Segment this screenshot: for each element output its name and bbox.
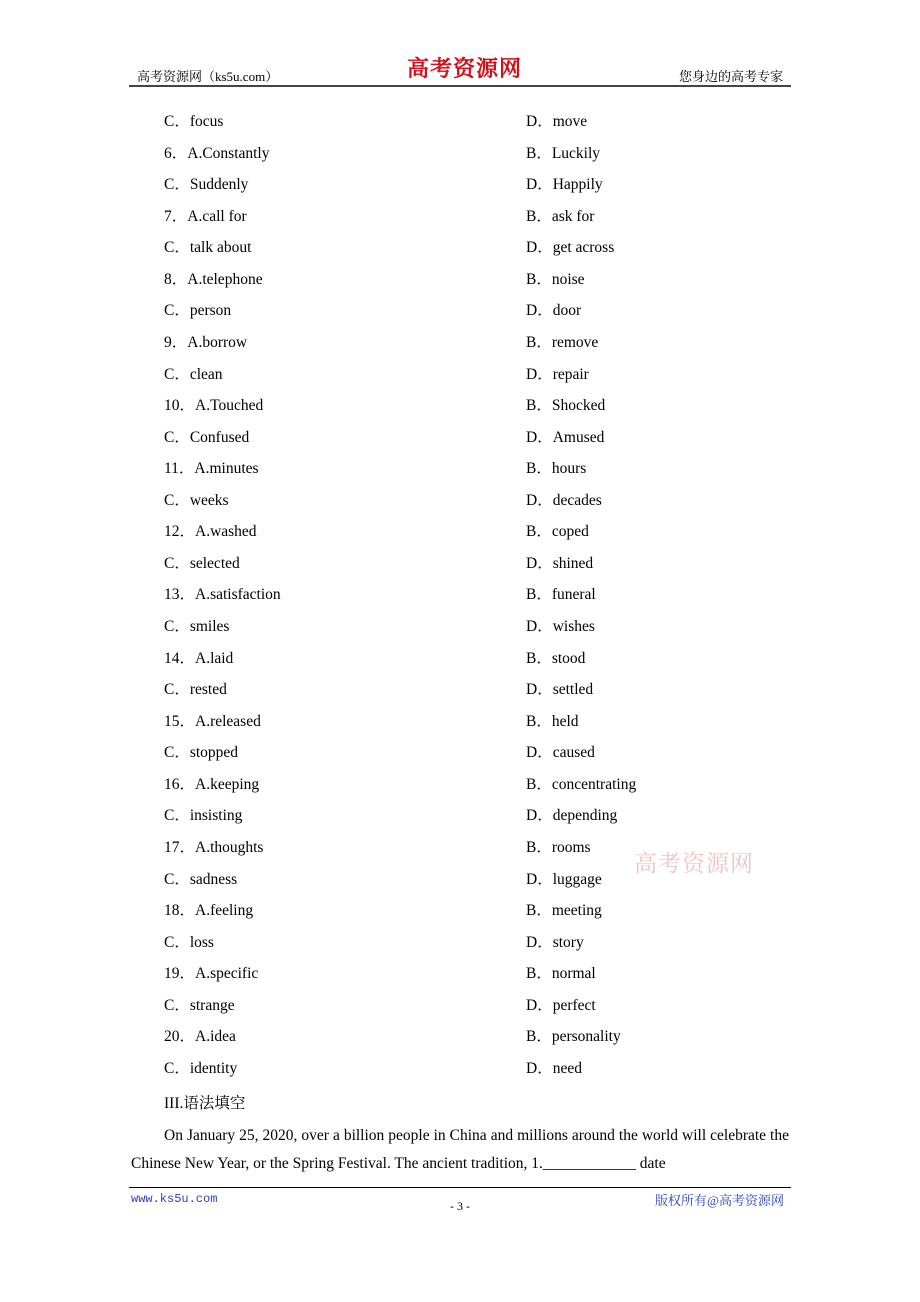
option-row	[0, 870, 920, 902]
option-right: B．remove	[526, 333, 599, 351]
footer-divider	[129, 1187, 791, 1188]
option-right: B．ask for	[526, 207, 595, 225]
option-right: D．decades	[526, 491, 602, 509]
option-left: 14．A.laid	[164, 649, 234, 667]
option-right: B．Shocked	[526, 397, 606, 415]
option-right: B．concentrating	[526, 775, 637, 793]
option-row	[0, 933, 920, 965]
option-row	[0, 901, 920, 933]
option-row	[0, 270, 920, 302]
option-right: D．need	[526, 1059, 582, 1077]
option-right: D．shined	[526, 554, 594, 572]
option-left: 8．A.telephone	[164, 270, 263, 288]
option-row	[0, 680, 920, 712]
header-site-name: 高考资源网（ks5u.com）	[137, 69, 279, 84]
option-right: D．caused	[526, 744, 595, 762]
option-left: C．loss	[164, 933, 214, 951]
option-row	[0, 459, 920, 491]
option-right: B．held	[526, 712, 579, 730]
option-left: 17．A.thoughts	[164, 838, 264, 856]
option-left: C．weeks	[164, 491, 229, 509]
option-right: D．story	[526, 933, 584, 951]
option-row	[0, 743, 920, 775]
option-row	[0, 996, 920, 1028]
option-right: D．move	[526, 113, 588, 130]
option-left: C．insisting	[164, 807, 243, 825]
option-left: C．focus	[164, 113, 224, 130]
option-left: C．clean	[164, 365, 223, 383]
option-left: C．talk about	[164, 239, 252, 257]
option-left: C．strange	[164, 996, 235, 1014]
option-row	[0, 775, 920, 807]
option-row	[0, 617, 920, 649]
header-divider	[129, 85, 791, 87]
option-left: 10．A.Touched	[164, 397, 264, 415]
option-left: 12．A.washed	[164, 523, 257, 541]
option-row	[0, 491, 920, 523]
option-row	[0, 112, 920, 144]
option-row	[0, 207, 920, 239]
header-logo: 高考资源网	[407, 56, 523, 82]
page-number: - 3 -	[450, 1199, 470, 1213]
option-right: B．rooms	[526, 838, 591, 856]
option-right: D．get across	[526, 239, 615, 257]
option-right: B．Luckily	[526, 144, 601, 162]
option-right: B．normal	[526, 965, 596, 983]
passage-paragraph: On January 25, 2020, over a billion people in China and millions around the world will celebrate the Chinese New Year, or the Spring Festival. The ancient tradition, 1.____________ date	[131, 1127, 789, 1172]
option-left: C．sadness	[164, 870, 238, 888]
option-right: D．settled	[526, 681, 594, 699]
option-row	[0, 522, 920, 554]
option-row	[0, 1027, 920, 1059]
option-right: B．coped	[526, 523, 589, 541]
option-left: 13．A.satisfaction	[164, 586, 281, 604]
option-row	[0, 1059, 920, 1091]
option-right: D．depending	[526, 807, 618, 825]
option-left: C．selected	[164, 554, 240, 572]
option-row	[0, 554, 920, 586]
option-right: B．funeral	[526, 586, 596, 604]
option-right: B．stood	[526, 649, 586, 667]
option-left: 15．A.released	[164, 712, 261, 730]
watermark: 高考资源网	[634, 851, 754, 876]
option-right: D．luggage	[526, 870, 602, 888]
option-left: C．stopped	[164, 744, 239, 762]
options-list	[0, 112, 920, 1090]
option-right: D．wishes	[526, 618, 595, 635]
option-left: 18．A.feeling	[164, 902, 254, 920]
option-row	[0, 806, 920, 838]
section-heading: III.语法填空	[164, 1095, 246, 1112]
option-row	[0, 428, 920, 460]
option-right: D．Happily	[526, 176, 603, 194]
option-right: D．door	[526, 302, 582, 320]
option-right: D．repair	[526, 365, 589, 383]
option-left: C．rested	[164, 681, 227, 699]
option-row	[0, 175, 920, 207]
option-row	[0, 396, 920, 428]
option-right: B．personality	[526, 1028, 621, 1046]
option-row	[0, 365, 920, 397]
option-right: D．perfect	[526, 996, 596, 1014]
option-row	[0, 838, 920, 870]
option-left: 16．A.keeping	[164, 775, 260, 793]
option-row	[0, 144, 920, 176]
option-row	[0, 238, 920, 270]
footer-copyright: 版权所有@高考资源网	[655, 1193, 784, 1208]
option-left: 7．A.call for	[164, 207, 247, 225]
option-left: 20．A.idea	[164, 1028, 236, 1046]
option-row	[0, 649, 920, 681]
option-row	[0, 585, 920, 617]
option-right: B．hours	[526, 460, 587, 478]
option-left: 11．A.minutes	[164, 460, 259, 478]
option-left: C．person	[164, 302, 232, 320]
option-row	[0, 333, 920, 365]
option-row	[0, 964, 920, 996]
footer-link[interactable]: www.ks5u.com	[131, 1192, 218, 1206]
option-left: C．Suddenly	[164, 176, 249, 194]
option-row	[0, 712, 920, 744]
option-left: C．Confused	[164, 428, 250, 446]
option-left: C．smiles	[164, 618, 230, 635]
option-left: C．identity	[164, 1059, 238, 1077]
option-right: D．Amused	[526, 428, 605, 446]
option-left: 19．A.specific	[164, 965, 259, 983]
option-right: B．noise	[526, 270, 585, 288]
option-row	[0, 301, 920, 333]
option-left: 6．A.Constantly	[164, 144, 270, 162]
option-right: B．meeting	[526, 902, 602, 920]
option-left: 9．A.borrow	[164, 333, 248, 351]
header-slogan: 您身边的高考专家	[678, 69, 783, 84]
